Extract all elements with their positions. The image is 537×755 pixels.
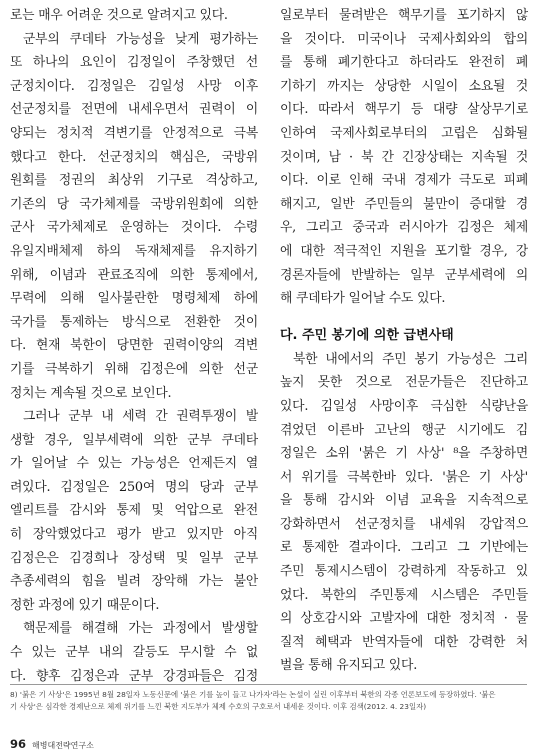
text-line: 기하기 까지는 상당한 시일이 소요될 것 xyxy=(280,78,528,94)
text-line: 수 있는 군부 내의 갈등도 무시할 수 없 xyxy=(10,645,258,661)
page-number: 96 xyxy=(10,737,27,751)
text-line: 로는 매우 어려운 것으로 알려지고 있다. xyxy=(10,8,228,23)
text-line: 인하여 국제사회로부터의 고립은 심화될 xyxy=(280,125,528,141)
text-line: 기를 극복하기 위해 김정은에 의한 선군 xyxy=(10,361,258,377)
text-line: 군정치이다. 김정일은 김일성 사망 이후 xyxy=(10,78,258,94)
text-line: 이다. 따라서 핵무기 등 대량 살상무기로 xyxy=(280,102,528,118)
text-line: 을 것이다. 미국이나 국제사회와의 합의 xyxy=(280,31,528,47)
text-line: 일로부터 물려받은 핵무기를 포기하지 않 xyxy=(280,8,528,23)
text-line: 해지고, 일반 주민들의 불만이 증대할 경 xyxy=(280,196,528,212)
left-column xyxy=(10,4,258,688)
text-line: 또 하나의 요인이 김정일이 주창했던 선 xyxy=(10,55,258,71)
footnote xyxy=(10,689,527,713)
text-line: 를 통해 폐기한다고 하더라도 완전히 폐 xyxy=(280,55,528,71)
text-line: 다. 향후 김정은과 군부 강경파들은 김정 xyxy=(10,668,258,684)
text-line: 원회를 정권의 최상위 기구로 격상하고, xyxy=(10,173,258,189)
footnote-line: 기 사상'은 심각한 경제난으로 체제 위기를 느낀 북한 지도부가 체제 수호의 구호로서 내세운 것이다. 이후 검색(2012. 4. 23일자) xyxy=(10,702,427,711)
text-line: 무력에 의해 일사불란한 명령체제 하에 xyxy=(10,291,258,307)
text-line: 우, 그리고 중국과 러시아가 김정은 체제 xyxy=(280,220,528,236)
text-line: 유일지배체제 하의 독재체제를 유지하기 xyxy=(10,243,258,259)
text-line: 주민 통제시스템이 강력하게 작동하고 있 xyxy=(280,564,528,580)
text-line: 로 통제한 결과이다. 그리고 그 기반에는 xyxy=(280,540,528,556)
text-line: 경론자들에 반발하는 일부 군부세력에 의 xyxy=(280,267,528,283)
right-column xyxy=(280,4,528,678)
text-line: 정일은 소위 '붉은 기 사상' ⁸을 주창하면 xyxy=(280,446,528,462)
text-line: 질적 혜택과 반역자들에 대한 강력한 처 xyxy=(280,634,528,650)
text-line: 강화하면서 선군정치를 내세워 강압적으 xyxy=(280,516,528,532)
right-paragraph xyxy=(280,4,528,311)
text-line: 엘리트를 감시와 통제 및 억압으로 완전 xyxy=(10,503,258,519)
text-line: 그러나 군부 내 세력 간 권력투쟁이 발 xyxy=(23,409,258,425)
text-line: 려있다. 김정일은 250여 명의 당과 군부 xyxy=(10,479,258,495)
text-line: 높지 못한 것으로 전문가들은 진단하고 xyxy=(280,375,528,391)
text-line: 추종세력의 힘을 빌려 장악해 가는 불안 xyxy=(10,574,258,590)
text-line: 정치는 계속될 것으로 보인다. xyxy=(10,385,172,401)
text-line: 군부의 쿠데타 가능성을 낮게 평가하는 xyxy=(23,31,258,47)
text-line: 정한 과정에 있기 때문이다. xyxy=(10,597,160,613)
text-line: 군사 국가체제로 운영하는 것이다. 수령 xyxy=(10,220,258,236)
text-line: 해 쿠데타가 일어날 수도 있다. xyxy=(280,291,446,307)
left-paragraph xyxy=(10,617,258,688)
text-line: 벌을 통해 유지되고 있다. xyxy=(280,658,418,674)
text-line: 서 위기를 극복한바 있다. '붉은 기 사상' xyxy=(280,469,528,485)
text-line: 김정은은 김경희나 장성택 및 일부 군부 xyxy=(10,550,258,566)
right-paragraph xyxy=(280,348,528,678)
text-line: 이다. 이로 인해 국내 경제가 극도로 피폐 xyxy=(280,173,528,189)
publication-name: 해병대전략연구소 xyxy=(32,741,94,750)
text-line: 의 상호감시와 고발자에 대한 정치적 · 물 xyxy=(280,611,528,627)
text-line: 국가를 통제하는 방식으로 전환한 것이 xyxy=(10,314,258,330)
left-paragraph xyxy=(10,28,258,406)
text-line: 겪었던 이른바 고난의 행군 시기에도 김 xyxy=(280,422,528,438)
footnote-divider xyxy=(10,684,527,685)
text-line: 생할 경우, 일부세력에 의한 군부 쿠데타 xyxy=(10,432,258,448)
page-footer xyxy=(10,733,94,752)
text-line: 히 장악했었다고 평가 받고 있지만 아직 xyxy=(10,527,258,543)
text-line: 양되는 정치적 격변기를 안정적으로 극복 xyxy=(10,125,258,141)
text-line: 위해, 이념과 관료조직에 의한 통제에서, xyxy=(10,267,258,283)
footnote-line: 8) '붉은 기 사상'은 1995년 8월 28일자 노동신문에 '붉은 기를 높이 들고 나가자'라는 논설이 실린 이후부터 북한의 각종 언론보도에 등장하였다. '붉은 xyxy=(10,690,496,699)
text-line: 다. 현재 북한이 당면한 권력이양의 격변 xyxy=(10,338,258,354)
text-line: 에 대한 적극적인 지원을 포기할 경우, 강 xyxy=(280,243,528,259)
left-paragraph xyxy=(10,4,258,28)
text-line: 기존의 당 국가체제를 국방위원회에 의한 xyxy=(10,196,258,212)
text-line: 있다. 김일성 사망이후 극심한 식량난을 xyxy=(280,398,528,414)
text-line: 북한 내에서의 주민 봉기 가능성은 그리 xyxy=(293,351,528,367)
text-line: 가 일어날 수 있는 가능성은 언제든지 열 xyxy=(10,456,258,472)
text-line: 선군정치를 전면에 내세우면서 권력이 이 xyxy=(10,102,258,118)
section-gap xyxy=(280,311,528,324)
text-line: 했다고 한다. 선군정치의 핵심은, 국방위 xyxy=(10,149,258,165)
left-paragraph xyxy=(10,405,258,617)
text-line: 었다. 북한의 주민통제 시스템은 주민들 xyxy=(280,587,528,603)
text-line: 것이며, 남 · 북 간 긴장상태는 지속될 것 xyxy=(280,149,528,165)
text-line: 핵문제를 해결해 가는 과정에서 발생할 xyxy=(23,621,258,637)
text-line: 을 통해 감시와 이념 교육을 지속적으로 xyxy=(280,493,528,509)
section-heading: 다. 주민 봉기에 의한 급변사태 xyxy=(280,327,454,343)
